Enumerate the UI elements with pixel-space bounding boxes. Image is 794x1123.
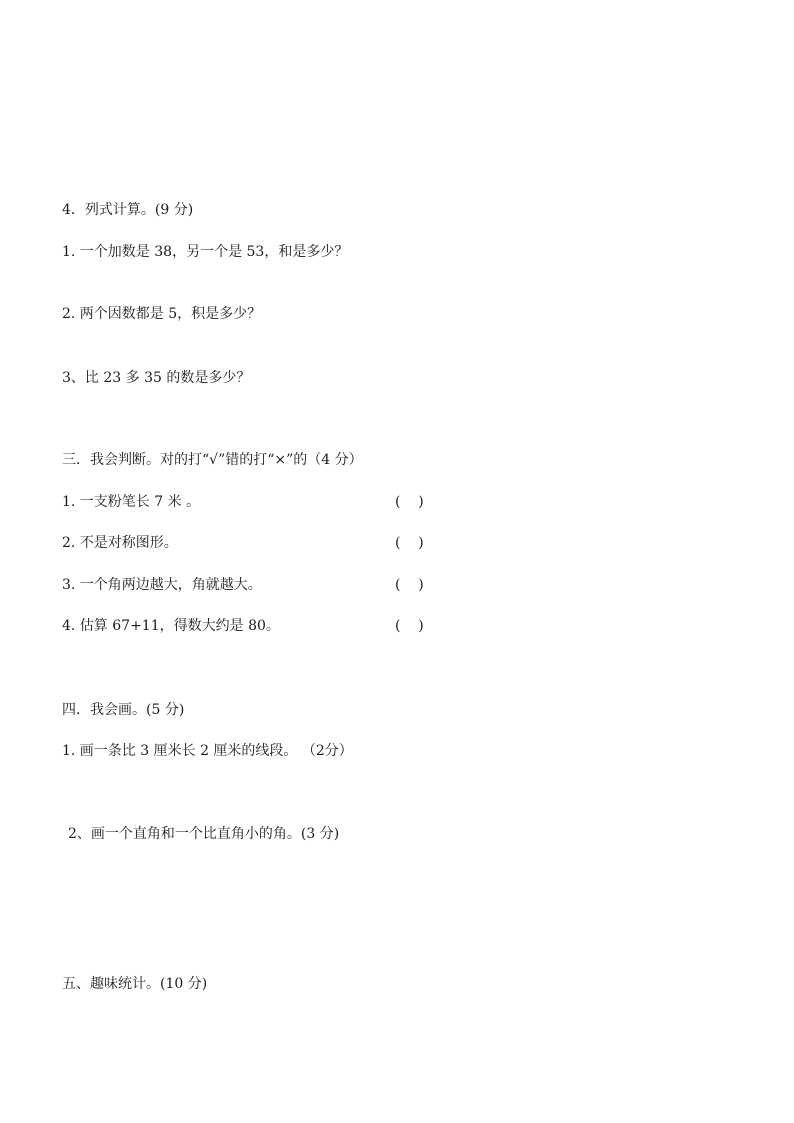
judge-item-2: 2. 不是对称图形。 [62,535,178,551]
section-4-item-1: 1. 一个加数是 38，另一个是 53，和是多少？ [62,244,349,260]
draw-item-2: 2、画一个直角和一个比直角小的角。(3 分) [68,826,340,842]
judge-answer-blank-1[interactable]: ( ) [395,494,424,510]
section-3-title: 三．我会判断。对的打“√”错的打“×”的（4 分） [62,452,363,468]
section-5-title: 五、趣味统计。(10 分) [62,976,208,992]
judge-answer-blank-2[interactable]: ( ) [395,535,424,551]
draw-section-title: 四．我会画。(5 分) [62,702,185,718]
section-4-item-2: 2. 两个因数都是 5，积是多少？ [62,306,262,322]
judge-item-3: 3. 一个角两边越大，角就越大。 [62,577,262,593]
section-4-title: 4．列式计算。(9 分) [62,202,194,218]
judge-item-1: 1. 一支粉笔长 7 米 。 [62,494,201,510]
judge-answer-blank-4[interactable]: ( ) [395,618,424,634]
section-4-item-3: 3、比 23 多 35 的数是多少？ [62,370,251,386]
draw-item-1: 1. 画一条比 3 厘米长 2 厘米的线段。 （2分） [62,743,353,759]
judge-item-4: 4. 估算 67+11，得数大约是 80。 [62,618,280,634]
judge-answer-blank-3[interactable]: ( ) [395,577,424,593]
